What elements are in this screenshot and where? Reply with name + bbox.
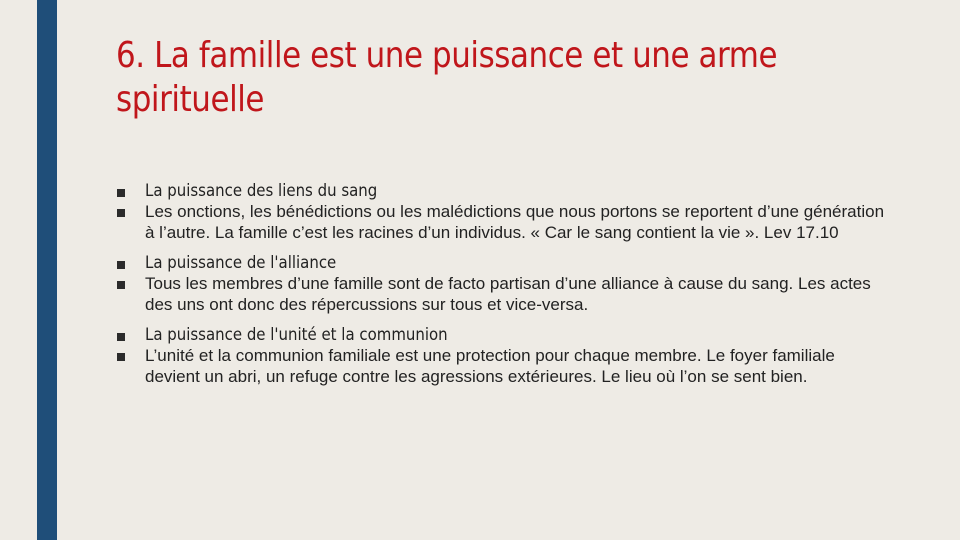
square-bullet-icon bbox=[116, 345, 145, 365]
square-bullet-icon bbox=[116, 273, 145, 293]
list-item bbox=[116, 273, 896, 315]
list-item bbox=[116, 253, 896, 273]
section-heading: La puissance des liens du sang bbox=[145, 181, 378, 201]
list-item bbox=[116, 201, 896, 243]
section-unity bbox=[116, 325, 896, 387]
section-text: Tous les membres d’une famille sont de facto partisan d’une alliance à cause du sang. Les actes des uns ont donc des répercussions sur tous et vice-versa. bbox=[145, 274, 871, 314]
bullet-list bbox=[116, 181, 896, 397]
section-heading: La puissance de l'unité et la communion bbox=[145, 325, 448, 345]
section-heading: La puissance de l'alliance bbox=[145, 253, 337, 273]
square-bullet-icon bbox=[116, 253, 145, 273]
square-bullet-icon bbox=[116, 201, 145, 221]
section-blood-ties bbox=[116, 181, 896, 243]
section-text: Les onctions, les bénédictions ou les malédictions que nous portons se reportent d’une génération à l’autre. La famille c’est les racines d’un individus. « Car le sang contient la vie ». Lev 17.10 bbox=[145, 202, 885, 242]
list-item bbox=[116, 345, 896, 387]
square-bullet-icon bbox=[116, 181, 145, 201]
accent-bar bbox=[37, 0, 57, 540]
list-item bbox=[116, 325, 896, 345]
square-bullet-icon bbox=[116, 325, 145, 345]
section-text: L’unité et la communion familiale est une protection pour chaque membre. Le foyer familiale devient un abri, un refuge contre les agressions extérieures. Le lieu où l’on se sent bien. bbox=[145, 346, 835, 386]
section-alliance bbox=[116, 253, 896, 315]
slide-title: 6. La famille est une puissance et une arme spirituelle bbox=[116, 35, 778, 120]
list-item bbox=[116, 181, 896, 201]
